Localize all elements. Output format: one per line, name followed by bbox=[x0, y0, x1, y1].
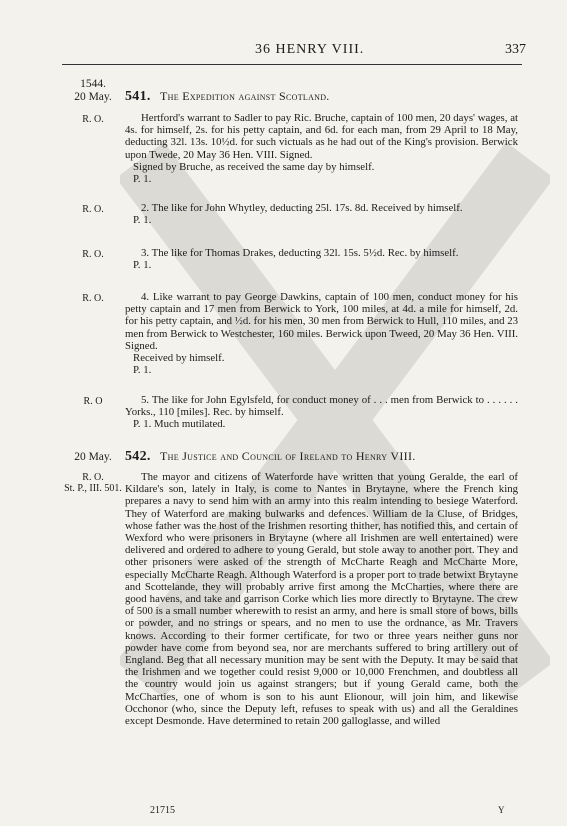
item-2-source: R. O. bbox=[82, 204, 104, 215]
entry-542-text: The mayor and citizens of Waterforde have written that young Geralde, the earl of Kildare's son, lately in Italy, is come to Nantes in Brytayne, where the French king prepares a navy to send him with an army into this realm intending to besiege Waterford. They of Waterford are making bulwarks and defences. William de la Cluse, of Bridges, whose father was the host of the Irishmen resorting thither, has notified this, and certain of Wexford who were prisoners in Brytayne (where all Irishmen are well entertained) were delivered and ordered to adhere to young Gerald, but stole away to another port. They and other prisoners were asked of the strength of McCharte Reagh and McCharte More, especially McCharte Reagh. Although Waterford is a proper port to trade betwixt Brytayne and Scottelande, they will probably arrive first among the McCharties, where there are good havens, and take and garrison Corke which lies more directly to Brytayne. The crew of 500 is a small number wherewith to resist an army, and here is small store of bows, bills or powder, and no strings or spears, and no men to use the ordnance, as Mr. Travers knows. According to their former certificate, for two or three years neither guns nor powder have come from beyond sea, nor are merchants suffered to bring artillery out of England. Beg that all necessary munition may be sent with the Deputy. It may be said that the Irishmen and we together could resist 9,000 or 10,000 Frenchmen, and doubtless all the country would join us against strangers; but if young Gerald came, both the McCharties, one of whom is son to his aunt Elionour, will join him, and likewise Occhonor (who, since the Deputy left, refuses to speak with us) and all the Geraldines except Desmonde. Have determined to retain 200 galloglasse, and willed bbox=[125, 471, 518, 728]
entry-541-title: The Expedition against Scotland. bbox=[160, 89, 330, 103]
entry-542-number: 542. bbox=[125, 449, 151, 464]
entry-541-date: 20 May. bbox=[74, 91, 112, 103]
item-3-source: R. O. bbox=[82, 249, 104, 260]
item-1-text: Hertford's warrant to Sadler to pay Ric. Bruche, captain of 100 men, 20 days' wages, at 4s. for himself, 2s. for his petty captain, and 6d. for each man, from 29 April to 18 May, deducting 32l. 13s. 10½d. for such victuals as he had out of the King's provision. Berwick upon Twede, 20 May 36 Hen. VIII. Signed. bbox=[125, 112, 518, 161]
item-5-source: R. O bbox=[83, 396, 103, 407]
item-1-pages: P. 1. bbox=[133, 173, 152, 186]
item-2-text: 2. The like for John Whytley, deducting 25l. 17s. 8d. Received by himself. bbox=[141, 202, 463, 214]
item-3-text: 3. The like for Thomas Drakes, deducting 32l. 15s. 5½d. Rec. by himself. bbox=[141, 247, 459, 259]
entry-541-number: 541. bbox=[125, 89, 151, 104]
item-4-note: Received by himself. bbox=[133, 352, 225, 365]
entry-542-title: The Justice and Council of Ireland to Henry VIII. bbox=[160, 449, 416, 463]
item-5 bbox=[125, 394, 518, 431]
item-5-pages: P. 1. Much mutilated. bbox=[133, 418, 226, 431]
item-4 bbox=[125, 291, 518, 376]
item-1-source: R. O. bbox=[82, 114, 104, 125]
entry-542-body bbox=[125, 471, 518, 727]
entry-542-heading bbox=[125, 449, 416, 465]
page-number: 337 bbox=[505, 42, 526, 57]
item-2-pages: P. 1. bbox=[133, 214, 152, 227]
item-2 bbox=[125, 202, 518, 226]
header-rule bbox=[62, 64, 522, 65]
entry-542-source: R. O. bbox=[82, 472, 104, 483]
gathering-mark: Y bbox=[498, 805, 505, 815]
item-3-pages: P. 1. bbox=[133, 259, 152, 272]
running-head: 36 HENRY VIII. bbox=[255, 42, 365, 57]
year-label: 1544. bbox=[80, 78, 106, 90]
signature-mark: 21715 bbox=[150, 805, 175, 816]
item-3 bbox=[125, 247, 518, 271]
item-1-note: Signed by Bruche, as received the same day by himself. bbox=[133, 160, 375, 173]
item-1 bbox=[125, 112, 518, 185]
item-4-source: R. O. bbox=[82, 293, 104, 304]
item-4-text: 4. Like warrant to pay George Dawkins, captain of 100 men, conduct money for his petty captain and 17 men from Berwick to York, 100 miles, at 4d. a mile for himself, 2d. for his petty captain, and ½d. for his men, 30 men from Berwick to Hull, 110 miles, and 23 men from Berwick to Westchester, 160 miles. Berwick upon Tweed, 20 May 36 Hen. VIII. Signed. bbox=[125, 291, 519, 352]
item-4-pages: P. 1. bbox=[133, 364, 152, 377]
entry-542-date: 20 May. bbox=[74, 451, 112, 463]
entry-542-reference: St. P., III. 501. bbox=[64, 483, 122, 494]
item-5-text: 5. The like for John Egylsfeld, for conduct money of . . . men from Berwick to . . . . . . Yorks., 110 [miles]. Rec. by himself. bbox=[125, 394, 518, 419]
entry-541-heading bbox=[125, 89, 330, 105]
page-header bbox=[0, 42, 567, 62]
